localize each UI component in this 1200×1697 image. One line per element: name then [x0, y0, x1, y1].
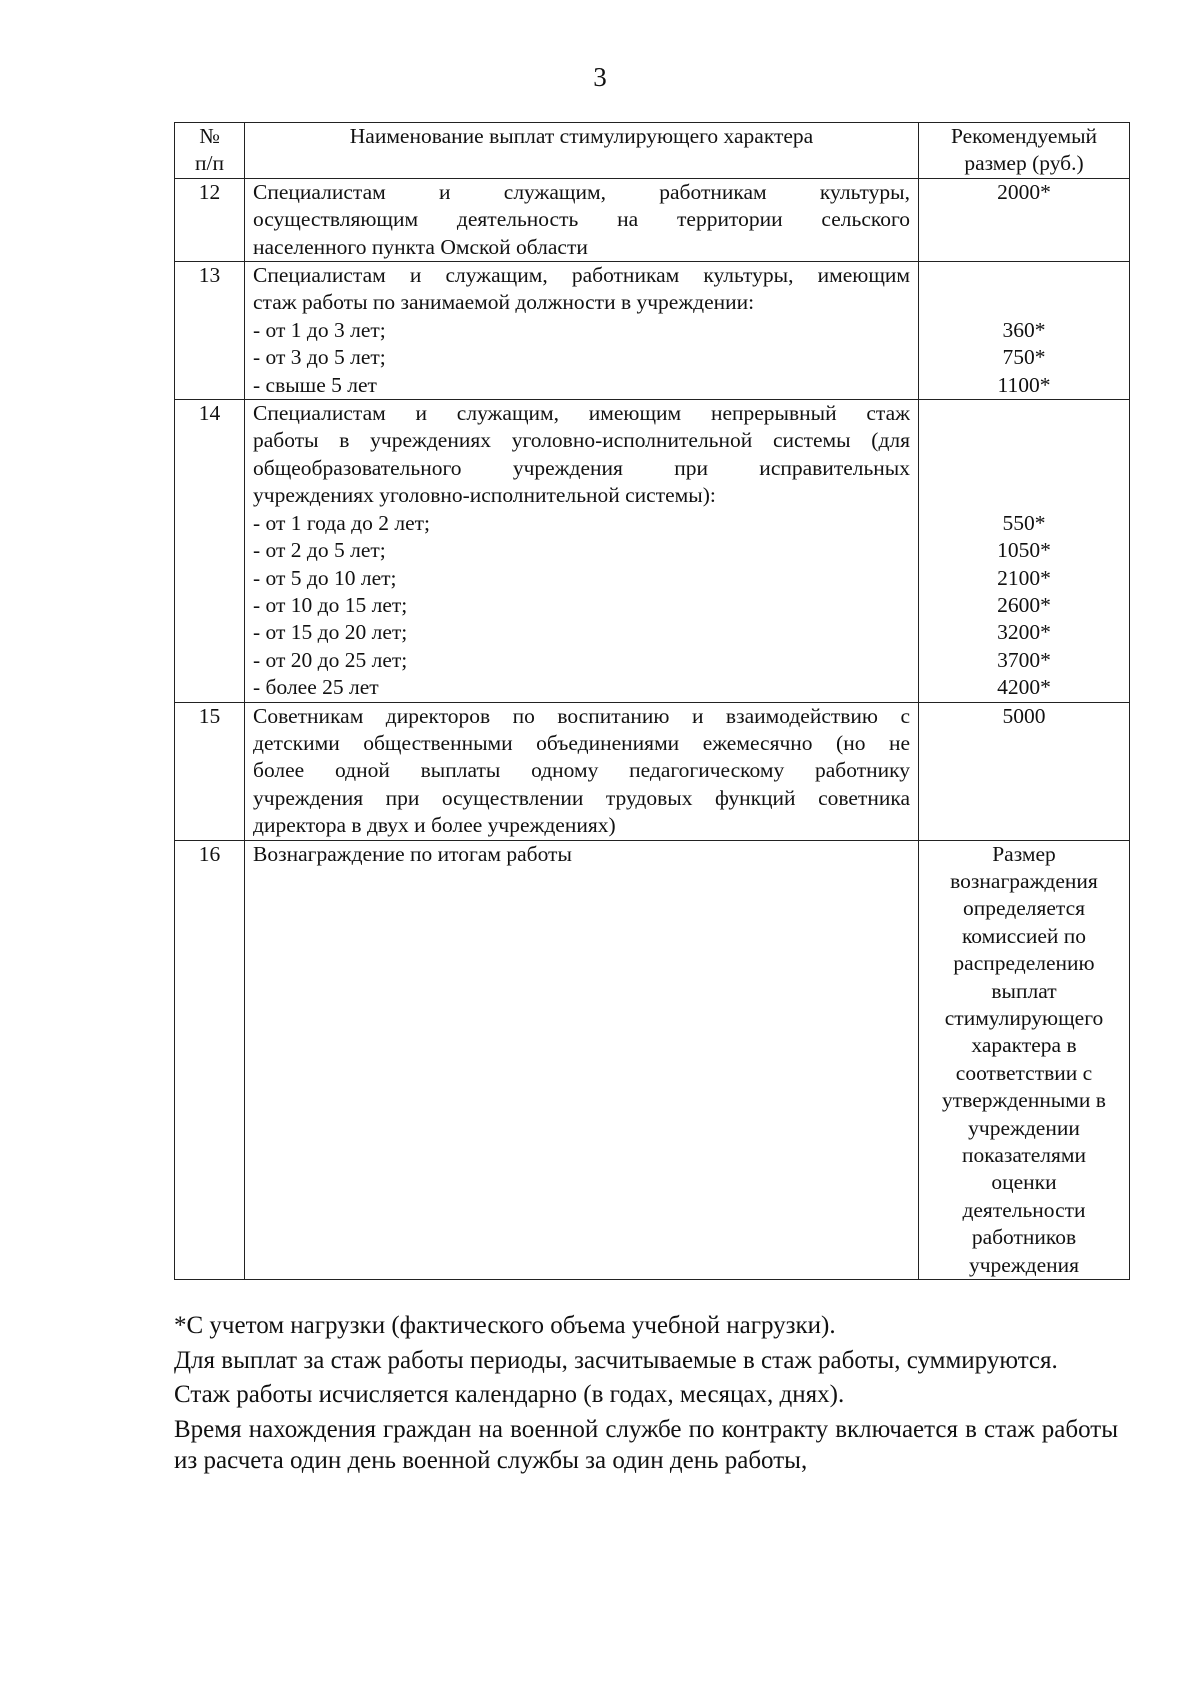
row-size-line: соответствии с	[955, 1060, 1093, 1085]
row-size-line: оценки	[991, 1170, 1057, 1195]
row-size-line: стимулирующего	[944, 1006, 1104, 1030]
row-size-value	[927, 262, 1121, 289]
row-size-value: 2000*	[997, 179, 1051, 204]
row-size-line: учреждения	[968, 1252, 1080, 1277]
row-name-line: - от 10 до 15 лет;	[253, 592, 408, 617]
row-size-value	[927, 427, 1121, 454]
header-name: Наименование выплат стимулирующего характера	[245, 123, 919, 179]
table-row	[175, 702, 1130, 840]
row-size-value: 1050*	[997, 538, 1051, 563]
table-row	[175, 178, 1130, 261]
row-number: 16	[175, 840, 245, 1280]
row-size-line: деятельности	[962, 1197, 1086, 1222]
row-name-line: стаж работы по занимаемой должности в учреждении:	[253, 290, 755, 315]
row-size-value: 5000	[1002, 703, 1046, 728]
row-size	[919, 400, 1130, 702]
header-number	[175, 123, 245, 179]
row-size-line: определяется	[963, 896, 1085, 921]
note-paragraph: Время нахождения граждан на военной службе по контракту включается в стаж работы из расчета один день военной службы за один день работы,	[174, 1415, 1118, 1474]
row-name-line: учреждениях уголовно-исполнительной системы):	[253, 483, 716, 508]
header-size	[919, 123, 1130, 179]
row-name-line: учреждения при осуществлении трудовых функций советника	[253, 785, 910, 810]
note-paragraph: Стаж работы исчисляется календарно (в годах, месяцах, днях).	[174, 1381, 845, 1408]
row-size-line: выплат	[991, 978, 1057, 1003]
row-size-line: вознаграждения	[950, 868, 1098, 893]
row-size	[919, 702, 1130, 840]
row-name-line: Вознаграждение по итогам работы	[253, 841, 572, 866]
row-name-line: - от 1 до 3 лет;	[253, 317, 386, 342]
row-size-value	[927, 289, 1121, 316]
row-name-line: Специалистам и служащим, имеющим непрерывный стаж	[253, 401, 910, 426]
row-size-line: учреждении	[968, 1115, 1080, 1140]
row-name-line: - от 20 до 25 лет;	[253, 647, 408, 672]
row-size-value	[927, 482, 1121, 509]
row-name-line: Специалистам и служащим, работникам культуры, имеющим	[253, 263, 910, 288]
row-name-line: населенного пункта Омской области	[253, 234, 588, 259]
table-row	[175, 840, 1130, 1280]
row-size-value: 4200*	[997, 675, 1051, 700]
row-size-value: 550*	[1002, 510, 1046, 535]
row-size-line: показателями	[961, 1143, 1087, 1168]
header-size-line: Рекомендуемый	[950, 124, 1098, 148]
row-name-line: осуществляющим деятельность на территории сельского	[253, 207, 910, 232]
row-name	[245, 840, 919, 1280]
row-name	[245, 178, 919, 261]
row-name-line: - от 2 до 5 лет;	[253, 538, 386, 563]
note-paragraph: Для выплат за стаж работы периоды, засчитываемые в стаж работы, суммируются.	[174, 1346, 1058, 1374]
row-name-line: - более 25 лет	[253, 675, 379, 700]
row-size-line: распределению	[953, 951, 1095, 976]
row-size-line: утвержденными в	[942, 1088, 1106, 1113]
header-number-line: №	[199, 124, 220, 148]
row-size	[919, 840, 1130, 1280]
row-number: 14	[175, 400, 245, 702]
row-name	[245, 702, 919, 840]
row-size-value: 3200*	[997, 620, 1051, 645]
row-name-line: директора в двух и более учреждениях)	[253, 813, 616, 838]
row-name-line: - от 5 до 10 лет;	[253, 565, 397, 590]
row-name-line: детскими общественными объединениями ежемесячно (но не	[253, 730, 910, 755]
row-size	[919, 178, 1130, 261]
row-size-line: характера в	[971, 1033, 1077, 1058]
payments-table	[174, 122, 1130, 1280]
notes-section	[174, 1310, 1118, 1480]
row-size-value: 360*	[1002, 317, 1046, 342]
row-number: 13	[175, 262, 245, 400]
table-row	[175, 262, 1130, 400]
row-size-line: Размер	[992, 841, 1056, 866]
header-size-line: размер (руб.)	[964, 151, 1084, 176]
row-size-line: работников	[971, 1225, 1077, 1250]
row-name	[245, 262, 919, 400]
row-size-value: 2600*	[997, 592, 1051, 617]
row-number: 12	[175, 178, 245, 261]
row-name-line: - от 15 до 20 лет;	[253, 620, 408, 645]
row-name-line: - от 1 года до 2 лет;	[253, 510, 430, 535]
row-size	[919, 262, 1130, 400]
row-name-line: - от 3 до 5 лет;	[253, 345, 386, 370]
row-size-value	[927, 455, 1121, 482]
page-number: 3	[593, 62, 607, 92]
row-size-value: 750*	[1002, 345, 1046, 370]
row-size-value: 1100*	[997, 372, 1051, 397]
row-name-line: более одной выплаты одному педагогическому работнику	[253, 758, 910, 783]
row-size-value: 2100*	[997, 565, 1051, 590]
row-name-line: общеобразовательного учреждения при исправительных	[253, 455, 910, 480]
row-name-line: Специалистам и служащим, работникам культуры,	[253, 179, 910, 204]
row-number: 15	[175, 702, 245, 840]
row-name	[245, 400, 919, 702]
row-size-value	[927, 400, 1121, 427]
table-header-row	[175, 123, 1130, 179]
row-size-value: 3700*	[997, 647, 1051, 672]
note-paragraph: *С учетом нагрузки (фактического объема учебной нагрузки).	[174, 1312, 836, 1339]
row-name-line: - свыше 5 лет	[253, 372, 377, 397]
row-name-line: работы в учреждениях уголовно-исполнительной системы (для	[253, 428, 910, 453]
header-number-line: п/п	[195, 151, 224, 176]
row-name-line: Советникам директоров по воспитанию и взаимодействию с	[253, 703, 910, 728]
row-size-line: комиссией по	[961, 923, 1087, 948]
table-row	[175, 400, 1130, 702]
